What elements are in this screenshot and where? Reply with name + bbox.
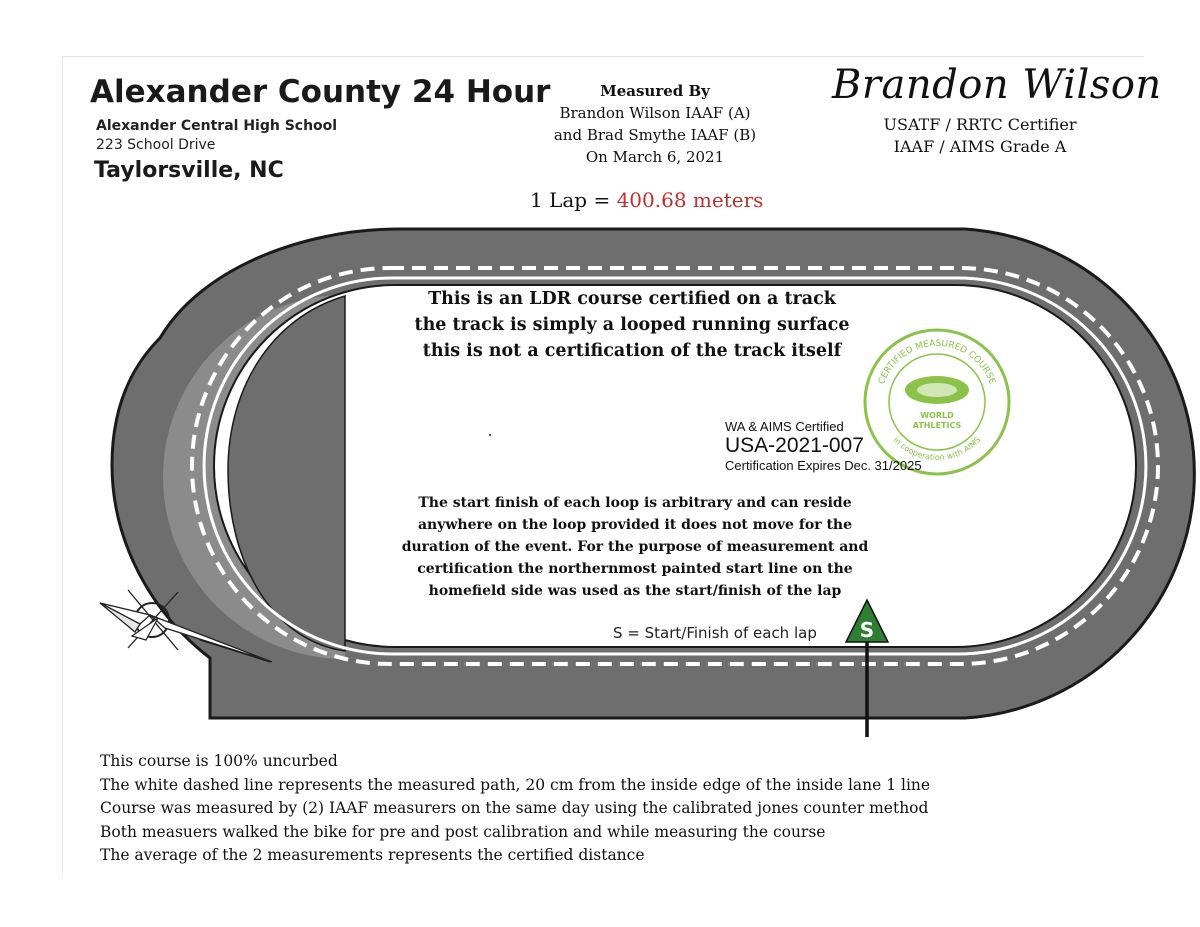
start-note-line-4: certification the northernmost painted start line on the — [417, 561, 853, 577]
footer-notes — [100, 750, 930, 868]
certifier-title-1: USATF / RRTC Certifier — [883, 115, 1077, 134]
start-finish-note — [388, 492, 882, 602]
certification-expiry: Certification Expires Dec. 31/2025 — [725, 458, 922, 473]
ldr-line-2: the track is simply a looped running surface — [414, 315, 850, 335]
measure-date: On March 6, 2021 — [585, 148, 725, 166]
certification-label: WA & AIMS Certified — [725, 419, 844, 434]
seal-center-line1: WORLD — [920, 411, 954, 420]
footer-note: Both measuers walked the bike for pre and post calibration and while measuring the course — [100, 822, 826, 841]
certification-id: USA-2021-007 — [725, 434, 864, 457]
start-note-line-2: anywhere on the loop provided it does not move for the — [417, 517, 852, 533]
footer-note: The average of the 2 measurements represents the certified distance — [100, 846, 645, 864]
start-note-line-5: homefield side was used as the start/finish of the lap — [428, 583, 842, 599]
ldr-line-1: This is an LDR course certified on a track — [428, 289, 836, 309]
school-name: Alexander Central High School — [96, 118, 338, 134]
measured-by-heading: Measured By — [600, 82, 710, 100]
start-marker-letter: S — [859, 618, 875, 642]
ldr-disclaimer — [392, 286, 872, 364]
measurer-b: and Brad Smythe IAAF (B) — [553, 126, 757, 144]
lap-distance-value: 400.68 meters — [616, 188, 764, 212]
start-note-line-3: duration of the event. For the purpose of measurement and — [401, 539, 869, 555]
seal-top-text: CERTIFIED MEASURED COURSE — [877, 338, 997, 386]
certifier-title-2: IAAF / AIMS Grade A — [893, 137, 1067, 156]
measurer-a: Brandon Wilson IAAF (A) — [559, 104, 751, 122]
seal-center-line2: ATHLETICS — [912, 421, 962, 430]
page-title: Alexander County 24 Hour — [90, 74, 551, 110]
infield-dot — [489, 434, 491, 436]
footer-note: Course was measured by (2) IAAF measurers on the same day using the calibrated jones counter method — [100, 799, 929, 817]
start-note-line-1: The start finish of each loop is arbitrary and can reside — [418, 495, 852, 511]
footer-note: This course is 100% uncurbed — [100, 752, 338, 770]
seal-bottom-text: in cooperation with AIMS — [891, 435, 983, 463]
footer-note: The white dashed line represents the measured path, 20 cm from the inside edge of the inside lane 1 line — [100, 775, 931, 794]
ldr-line-3: this is not a certification of the track itself — [422, 341, 842, 361]
certification-block — [725, 419, 922, 473]
certifier-signature: Brandon Wilson — [832, 62, 1162, 108]
street-address: 223 School Drive — [96, 137, 216, 153]
lap-prefix: 1 Lap = — [530, 188, 617, 212]
city-state: Taylorsville, NC — [94, 158, 284, 183]
start-finish-legend: S = Start/Finish of each lap — [613, 624, 817, 642]
